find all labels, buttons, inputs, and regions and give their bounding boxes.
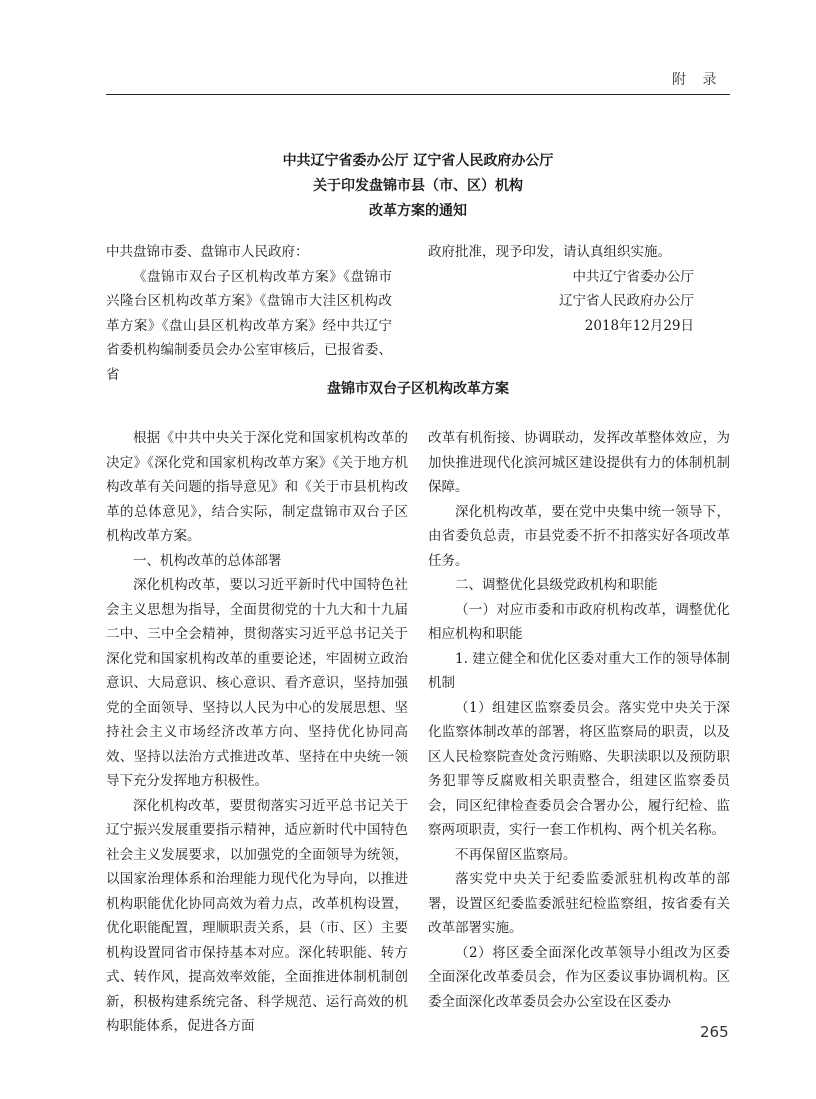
plan-right-column: [428, 426, 730, 1014]
header-rule: [106, 94, 730, 95]
notice-signature: 中共辽宁省委办公厅: [572, 268, 694, 285]
notice-title-line: 关于印发盘锦市县（市、区）机构: [313, 178, 523, 194]
notice-signature: 辽宁省人民政府办公厅: [559, 293, 694, 309]
paragraph: 根据《中共中央关于深化党和国家机构改革的决定》《深化党和国家机构改革方案》《关于地方机构改革有关问题的指导意见》和《关于市县机构改革的总体意见》，结合实际，制定盘锦市双台子区机构改革方案。: [106, 430, 408, 544]
paragraph: 改革有机衔接、协调联动，发挥改革整体效应，为加快推进现代化滨河城区建设提供有力的体制机制保障。: [428, 430, 730, 495]
notice-right-column: [428, 240, 730, 338]
notice-addressee: 中共盘锦市委、盘锦市人民政府：: [106, 244, 309, 260]
paragraph: 1. 建立健全和优化区委对重大工作的领导体制机制: [428, 650, 730, 691]
page-number: 265: [700, 1023, 729, 1041]
paragraph: （一）对应市委和市政府机构改革，调整优化相应机构和职能: [428, 601, 730, 642]
plan-left-column: [106, 426, 408, 1039]
notice-date: 2018年12月29日: [584, 317, 694, 334]
paragraph: 深化机构改革，要在党中央集中统一领导下，由省委负总责，市县党委不折不扣落实好各项改革任务。: [428, 503, 730, 569]
notice-title: [106, 149, 730, 224]
paragraph: 落实党中央关于纪委监委派驻机构改革的部署，设置区纪委监委派驻纪检监察组，按省委有关改革部署实施。: [428, 871, 730, 936]
notice-title-line: 中共辽宁省委办公厅 辽宁省人民政府办公厅: [282, 153, 554, 169]
paragraph: （1）组建区监察委员会。落实党中央关于深化监察体制改革的部署，将区监察局的职责，以及区人民检察院查处贪污贿赂、失职渎职以及预防职务犯罪等反腐败相关职责整合，组建区监察委员会，同区纪律检查委员会合署办公，履行纪检、监察两项职责，实行一套工作机构、两个机关名称。: [428, 699, 730, 838]
paragraph: 一、机构改革的总体部署: [133, 552, 282, 569]
paragraph: （2）将区委全面深化改革领导小组改为区委全面深化改革委员会，作为区委议事协调机构。区委全面深化改革委员会办公室设在区委办: [428, 944, 730, 1010]
notice-left-column: [106, 240, 392, 387]
paragraph: 二、调整优化县级党政机构和职能: [455, 577, 658, 593]
notice-title-line: 改革方案的通知: [369, 203, 467, 219]
paragraph: 深化机构改革，要贯彻落实习近平总书记关于辽宁振兴发展重要指示精神，适应新时代中国特色社会主义发展要求，以加强党的全面领导为统领，以国家治理体系和治理能力现代化为导向，以推进机构职能优化协同高效为着力点，改革机构设置，优化职能配置，理顺职责关系，县（市、区）主要机构设置同省市保持基本对应。深化转职能、转方式、转作风，提高效率效能，全面推进体制机制创新，积极构建系统完备、科学规范、运行高效的机构职能体系，促进各方面: [106, 797, 408, 1034]
notice-body-continued: 政府批准，现予印发，请认真组织实施。: [428, 244, 671, 260]
plan-title: 盘锦市双台子区机构改革方案: [327, 381, 509, 397]
paragraph: 不再保留区监察局。: [455, 846, 577, 863]
paragraph: 深化机构改革，要以习近平新时代中国特色社会主义思想为指导，全面贯彻党的十九大和十九届二中、三中全会精神，贯彻落实习近平总书记关于深化党和国家机构改革的重要论述，牢固树立政治意识、大局意识、核心意识、看齐意识，坚持加强党的全面领导、坚持以人民为中心的发展思想、坚持社会主义市场经济改革方向、坚持优化协同高效、坚持以法治方式推进改革、坚持在中央统一领导下充分发挥地方积极性。: [106, 577, 408, 789]
section-label: 附 录: [672, 72, 723, 88]
notice-body: 《盘锦市双台子区机构改革方案》《盘锦市兴隆台区机构改革方案》《盘锦市大洼区机构改革方案》《盘山县区机构改革方案》经中共辽宁省委机构编制委员会办公室审核后，已报省委、省: [106, 268, 392, 383]
